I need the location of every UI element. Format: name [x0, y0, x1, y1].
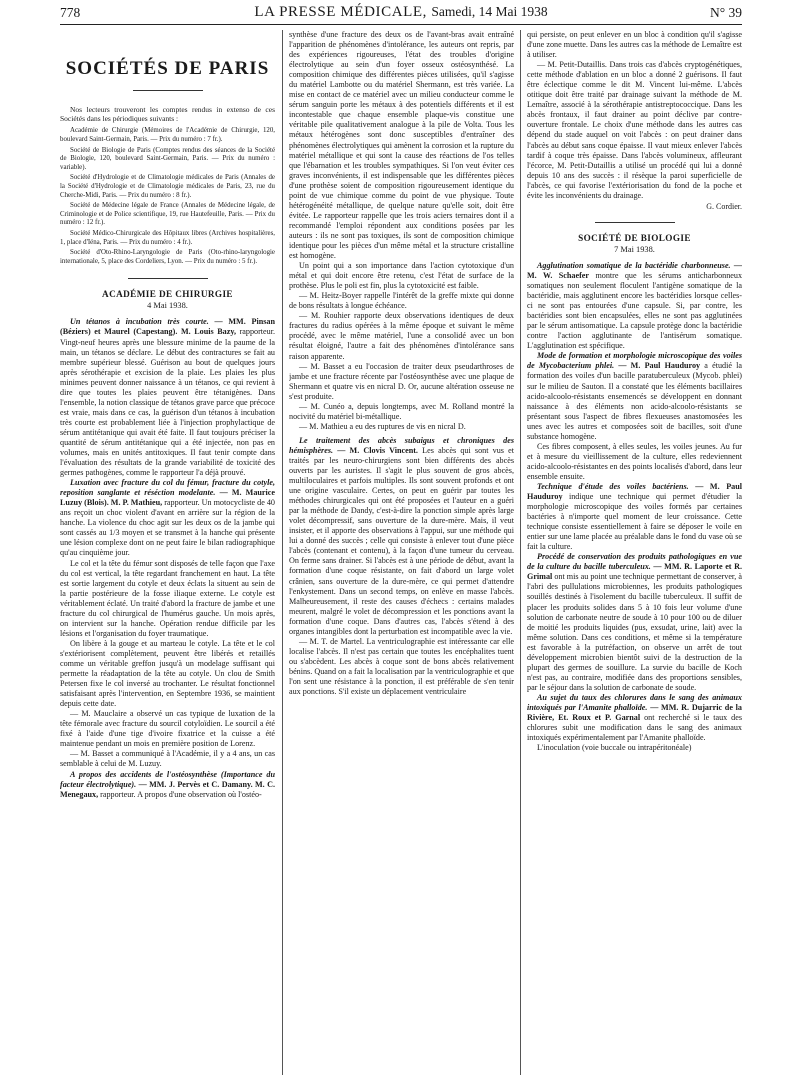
article-paragraph: On libère à la gouge et au marteau le cotyle. La tête et le col s'extériorisent complètement, peuvent être libérés et retaillés comme un véritable greffon jusqu'à un modelage suffisant qui permette la réadaptation de la tête au cotyle. Un clou de Smith Petersen fixe le col inversé au trochanter. Le résultat fonctionnel satisfaisant après l'intervention, en Septembre 1936, se maintient depuis cette date.: [60, 638, 275, 709]
article-authors: — M. Maurice Luzuy (Blois). M. P. Mathieu,: [60, 488, 275, 508]
article-title: Au sujet du taux des chlorures dans le sang des animaux intoxiqués par l'Amanite phalloïde.: [527, 692, 742, 712]
column-rule-1: [282, 30, 283, 1075]
academie-date: 4 Mai 1938.: [147, 301, 188, 311]
article-body: ont recherché si le taux des chlorures subit une modification dans le sang des animaux intoxiqués expérimentalement par l'Amanite phalloïde.: [527, 713, 742, 743]
article-body: ont mis au point une technique permettant de conserver, à l'abri des pullulations microbiennes, les produits pathologiques souillés destinés à l'isolement du bacille tuberculeux. Il suffit de placer les produits solides dans 5 à 10 fois leur volume d'une solution de carbonate neutre de soude à 10 pour 100 ou de diluer de moitié les produits liquides (pus, exsudat, urine, lait) avec la même solution. Dans ces conditions, et même si la température est favorable à la putréfaction, on observe un arrêt de tout développement microbien bientôt suivi de la destruction de la plupart des germes de souillure. La survie du bacille de Koch n'est pas, au contraire, modifiée dans des proportions sensibles, par le séjour dans la solution de carbonate de soude.: [527, 572, 742, 692]
journal-name: LA PRESSE MÉDICALE,: [254, 4, 428, 20]
article-title: Technique d'étude des voiles bactériens.: [537, 481, 689, 491]
article-title: Le traitement des abcès subaigus et chroniques des hémisphères.: [289, 435, 514, 455]
issue-date: Samedi, 14 Mai 1938: [431, 4, 548, 19]
author-signature: G. Cordier.: [706, 201, 742, 211]
article-paragraph: — M. Cunéo a, depuis longtemps, avec M. Rolland montré la nocivité du matériel bi-métallique.: [289, 401, 514, 421]
section-separator: [595, 222, 675, 223]
article-paragraph: — M. Heitz-Boyer rappelle l'intérêt de la greffe mixte qui donne de bons résultats à longue échéance.: [289, 291, 514, 311]
biologie-date: 7 Mai 1938.: [614, 244, 655, 254]
article-authors: — M. Clovis Vincent.: [337, 445, 418, 455]
academie-heading: ACADÉMIE DE CHIRURGIE: [102, 289, 233, 300]
column-3: [527, 30, 742, 1075]
section-title: SOCIÉTÉS DE PARIS: [65, 58, 270, 79]
society-entry: Société de Médecine légale de France (Annales de Médecine légale, de Criminologie et de Police scientifique, 19, rue Hautefeuille, Paris. — Prix du numéro : 12 fr.).: [60, 202, 275, 227]
page-number: 778: [60, 5, 81, 20]
article-authors: — M. Paul Hauduroy: [527, 481, 742, 502]
article-body: rapporteur. Un motocycliste de 40 ans reçoit un choc violent d'avant en arrière sur la région de la hanche. La violence du choc agit sur les deux os de la jambe qui sont cassés au 1/3 moyen et se transmet à la hanche qui présente une lésion complexe dont on ne peut faire le bilan radiographique qu'au cinquième jour.: [60, 498, 275, 558]
article-title: Un tétanos à incubation très courte.: [70, 317, 209, 327]
article-title: Luxation avec fracture du col du fémur, fracture du cotyle, reposition sanglante et réséction modelante.: [60, 478, 275, 498]
article-body: rapporteur. Vingt-neuf heures après une blessure minime de la paume de la main, un tétanos se déclare. Le début des contractures se fait au membre supérieur blessé. Guérison au bout de quelques jours après sérothérapie et excision de la plaie. Les plaies les plus minimes peuvent donner naissance à un tétanos, ce qui revient à dire que toutes les plaies peuvent être tétanigènes. Dans l'ensemble, la notion classique de tétanos grave parce que précoce est vraie, mais dans ce cas, la guérison d'un tétanos à incubation très courte est probablement liée à l'injection prophylactique de sérum antitétanique qui avait été faite. Il faut toujours préciser la quantité de sérum antitétanique qui a été injectée, non pas en volumes, mais en unités antitoxiques. Il faut tenir compte dans l'évaluation des résultats de la grande variabilité de toxicité des germes pathogènes, comme le rapporteur l'a déjà prouvé.: [60, 327, 275, 478]
article-paragraph: — M. Mauclaire a observé un cas typique de luxation de la tête fémorale avec fracture du sourcil cotyloïdien. Le sourcil a été fixé à l'aide d'une tige d'ivoire fixatrice et la cuisse a été maintenue pendant un mois en première position de Lorenz.: [60, 709, 275, 749]
article-paragraph: — M. Rouhier rapporte deux observations identiques de deux fractures du radius opérées à la même époque et suivant le même procédé, avec le même matériel, l'une a consolidé avec un bon résultat éloigné, l'autre a fait des phénomènes d'intolérance sans raison apparente.: [289, 311, 514, 361]
article-authors: — MM. R. Dujarric de la Rivière, Et. Roux et P. Garnal: [527, 703, 742, 723]
article-body: rapporteur. A propos d'une observation où l'ostéo-: [100, 789, 262, 799]
article-paragraph: qui persiste, on peut enlever en un bloc à condition qu'il s'agisse d'une zone muette. Dans les autres cas la méthode de Lemaître est à utiliser.: [527, 30, 742, 60]
society-entry: Académie de Chirurgie (Mémoires de l'Académie de Chirurgie, 120, boulevard Saint-Germain, Paris. — Prix du numéro : 7 fr.).: [60, 127, 275, 143]
column-1: [60, 30, 275, 1075]
article-voiles: [527, 482, 742, 552]
article-paragraph: — M. Mathieu a eu des ruptures de vis en nicral D.: [299, 421, 466, 431]
article-abces: [289, 436, 514, 637]
society-entry: Société d'Hydrologie et de Climatologie médicales de Paris (Annales de la Société d'Hydrologie et de Climatologie médicales de Paris, 23, rue du Cherche-Midi, Paris. — Prix du numéro : 8 fr.).: [60, 174, 275, 199]
journal-masthead: [60, 4, 742, 21]
article-authors: — M. W. Schaefer: [527, 260, 742, 280]
article-paragraph: Ces fibres composent, à elles seules, les voiles jeunes. Au fur et à mesure du vieillissement de la culture, elles redeviennent acido-alcoolo-résistantes en des points localisés d'abord, dans leur ensemble ensuite.: [527, 441, 742, 481]
title-rule: [133, 90, 203, 91]
article-title: A propos des accidents de l'ostéosynthèse (Importance du facteur électrolytique).: [60, 769, 275, 789]
article-paragraph: — M. T. de Martel. La ventriculographie est intéressante car elle localise l'abcès. Il n'est pas certain que toutes les encéphalites tuent ou s'abcèdent. Les abcès à coque sont de bons abcès relativement bénins. Quand on a fait la localisation par la ventriculographie et que l'on sent une résistance à la ponction, il est préférable de s'en tenir aux ponctions. S'il existe un déplacement ventriculaire: [289, 636, 514, 697]
article-paragraph: — M. Basset a eu l'occasion de traiter deux pseudarthroses de jambe et une fracture récente par l'ostéosynthèse avec une plaque de Shermann et quatre vis en nicral D. Or, aucune altération osseuse ne s'est produite.: [289, 361, 514, 401]
article-body: Les abcès qui sont vus et traités par les neuro-chirurgiens sont bien différents des abcès ouverts par les auristes. Il s'agit le plus souvent de gros abcès, multiloculaires et parfois multiples. Ils sont souvent profonds et ont une origine vasculaire. Certes, on peut en guérir par toutes les méthodes chirurgicales qui ont été proposées et l'auteur en a guéri par la méthode de Dandy, c'est-à-dire la ponction simple après large volet décompressif, sans ouverture de la dure-mère. Mais, il veut insister, et il apporte des observations à l'appui, sur une méthode qui lui a donné des succès ; celle qui consiste à enlever tout d'une pièce l'abcès (contenant et contenu), à la façon d'une tumeur du cerveau. On ferme sans drainer. Si l'abcès est à une période de début, avant la formation d'une coque résistante, on fait d'abord un large volet crânien, sans ouverture de la dure-mère, ce qui permet d'attendre l'enkystement. Dans un second temps, on enlève en masse l'abcès. Malheureusement, il reste des causes d'échecs : certains malades meurent, malgré le volet de décompression et les ponctions avant la formation d'une coque. Dans d'autres cas, l'abcès s'étend à des organes intangibles dont la perturbation est incompatible avec la vie.: [289, 445, 514, 636]
article-conservation: [527, 552, 742, 693]
article-mycobacterium: [527, 351, 742, 441]
society-entry: Société d'Oto-Rhino-Laryngologie de Paris (Oto-rhino-laryngologie internationale, 5, place des Cordeliers, Lyon. — Prix du numéro : 5 fr.).: [60, 249, 275, 265]
column-2: [289, 30, 514, 1075]
column-rule-2: [520, 30, 521, 1075]
society-entry: Société de Biologie de Paris (Comptes rendus des séances de la Société de Biologie, 120, boulevard Saint-Germain, Paris. — Prix du numéro : variable).: [60, 146, 275, 171]
article-body: montre que les sérums anticharbonneux somatiques non seulement floculent l'antigène somatique de la bactéridie, mais agglutinent encore les bactéridies lorsque celles-ci ne sont pas entourées d'une capsule. Si, par contre, les bactéridies sont bien encapsulées, elles ne sont pas agglutinées par le sérum antisomatique. La capsule protège donc la bactéridie contre l'action agglutinante de l'antisérum somatique. L'agglutination est spécifique.: [527, 270, 742, 351]
article-chlorures: [527, 693, 742, 743]
article-paragraph: synthèse d'une fracture des deux os de l'avant-bras avait entraîné l'apparition de phénomènes d'intolérance, les auteurs ont repris, par des expériences rigoureuses, l'état des troubles d'origine électrolytique au sein d'un foyer osseux ostéosynthésé. La composition chimique des différentes pièces utilisées, qu'il s'agisse du matériel Lambotte ou du matériel Shermann, est très variée. La mise en contact de ce matériel avec un milieu conducteur comme le sérum sanguin porte les métaux à des potentiels différents et il est incontestable que chaque ensemble plaque-vis constitue une véritable pile qualitativement analogue à la pile de Volta. Tous les métaux hétérogènes sont donc susceptibles d'entraîner des phénomènes électrolytiques qui amènent la corrosion et la rupture du matériel métallique et qui sont la cause des réactions de l'os telles que l'ébarnation et les troubles sympathiques. Si l'on veut éviter ces graves inconvénients, il est indispensable que les différentes pièces d'une prothèse soient de composition rigoureusement identique du point de vue chimique comme du point de vue physique. Toute hétérogénéité métallique, de quelque nature qu'elle soit, doit être évitée. Le rapporteur rappelle que les trois aciers ternaires dont il a recommandé l'emploi répondent aux conditions posées par les auteurs : ils ne sont pas toxiques, ils sont de composition chimique identique pour les pièces d'un même métal et la structure cristalline est homogène.: [289, 30, 514, 261]
section-separator: [128, 278, 208, 279]
article-paragraph: L'inoculation (voie buccale ou intrapéritonéale): [537, 743, 692, 753]
article-osteosynthese: [60, 770, 275, 800]
article-tetanos: [60, 317, 275, 478]
article-body: a étudié la formation des voiles d'un bacille paratuberculeux (Mycob. phlei) sur le milieu de Sauton. Il a constaté que les éléments bacillaires acido-alcoolo-résistants ensemencés se développent en donnant naissance à des éléments non acido-alcoolo-résistants se présentant sous l'aspect de fibres flexueuses anastomosées les unes avec les autres et composées soit de bacilles, soit d'une substance homogène.: [527, 361, 742, 441]
article-title: Agglutination somatique de la bactéridie charbonneuse.: [537, 260, 731, 270]
article-agglutination: [527, 261, 742, 351]
society-entry: Société Médico-Chirurgicale des Hôpitaux libres (Archives hospitalières, 1, place d'Iéna, Paris. — Prix du numéro : 4 fr.).: [60, 229, 275, 246]
article-body: indique une technique qui permet d'étudier la morphologie microscopique des voiles formés par certaines bactéries à n'importe quel moment de leur croissance. Cette technique consiste essentiellement à faire se déposer le voile en entier sur une lame placée au préalable dans le fond du vase où se fait la culture.: [527, 492, 742, 552]
article-paragraph: Un point qui a son importance dans l'action cytotoxique d'un métal et qui doit encore être retenu, c'est l'état de surface de la prothèse. Plus le poli est fin, plus la cytotoxicité est faible.: [289, 261, 514, 291]
page-header: [60, 2, 742, 25]
article-paragraph: — M. Petit-Dutaillis. Dans trois cas d'abcès cryptogénétiques, cette méthode d'ablation en un bloc a donné 2 guérisons. Il faut être éclectique comme le dit M. Vincent lui-même. L'abcès otitique doit être traité par drainage suivant la méthode de M. Lemaître, associé à la sérothérapie antistreptococcique. Dans les abcès frontaux, il faut drainer au point déclive par contre-ouverture frontale. Le choix d'une méthode dans les autres cas dépend du stade auquel on voit l'abcès : on peut drainer dans l'abcès au début sans coque épaisse. Il vaut mieux enlever l'abcès tardif à coque très épaisse. Dans l'abcès volumineux, affleurant l'écorce, M. Petit-Dutaillis a utilisé un procédé qui lui a donné depuis 10 ans des succès : il résèque la paroi superficielle de l'abcès, ce qui favorise l'extériorisation du fond de la poche et évite les inconvénients du drainage.: [527, 60, 742, 200]
article-title: Mode de formation et morphologie microscopique des voiles de Mycobacterium phlei.: [527, 351, 742, 371]
article-luxation: [60, 478, 275, 558]
article-authors: — M. Paul Hauduroy: [618, 361, 701, 371]
article-paragraph: Le col et la tête du fémur sont disposés de telle façon que l'axe du col est vertical, la tête regardant franchement en haut. La tête est sortie largement du cotyle et deux éclats la situent au sein de la partie postérieure de la fosse iliaque externe. Le cotyle est véritablement éclaté. Un traité d'abord la fracture de jambe et une fracture du col chirurgical de l'humérus gauche. Un mois après, on intervient sur la hanche. Opération rendue difficile par les lésions et l'organisation du foyer traumatique.: [60, 558, 275, 638]
article-title: Procédé de conservation des produits pathologiques en vue de la culture du bacille tuberculeux.: [527, 552, 742, 572]
article-authors: — MM. Pinsan (Béziers) et Maurel (Capestang). M. Louis Bazy,: [60, 317, 275, 337]
article-paragraph: — M. Basset a communiqué à l'Académie, il y a 4 ans, un cas semblable à celui de M. Luzuy.: [60, 749, 275, 769]
article-authors: — MM. J. Pervès et C. Damany. M. C. Menegaux,: [60, 779, 275, 799]
article-authors: — MM. R. Laporte et R. Grimal: [527, 562, 742, 582]
issue-number: N° 39: [709, 5, 742, 20]
intro-paragraph: Nos lecteurs trouveront les comptes rendus in extenso de ces Sociétés dans les périodiques suivants :: [60, 105, 275, 124]
biologie-heading: SOCIÉTÉ DE BIOLOGIE: [578, 232, 691, 243]
